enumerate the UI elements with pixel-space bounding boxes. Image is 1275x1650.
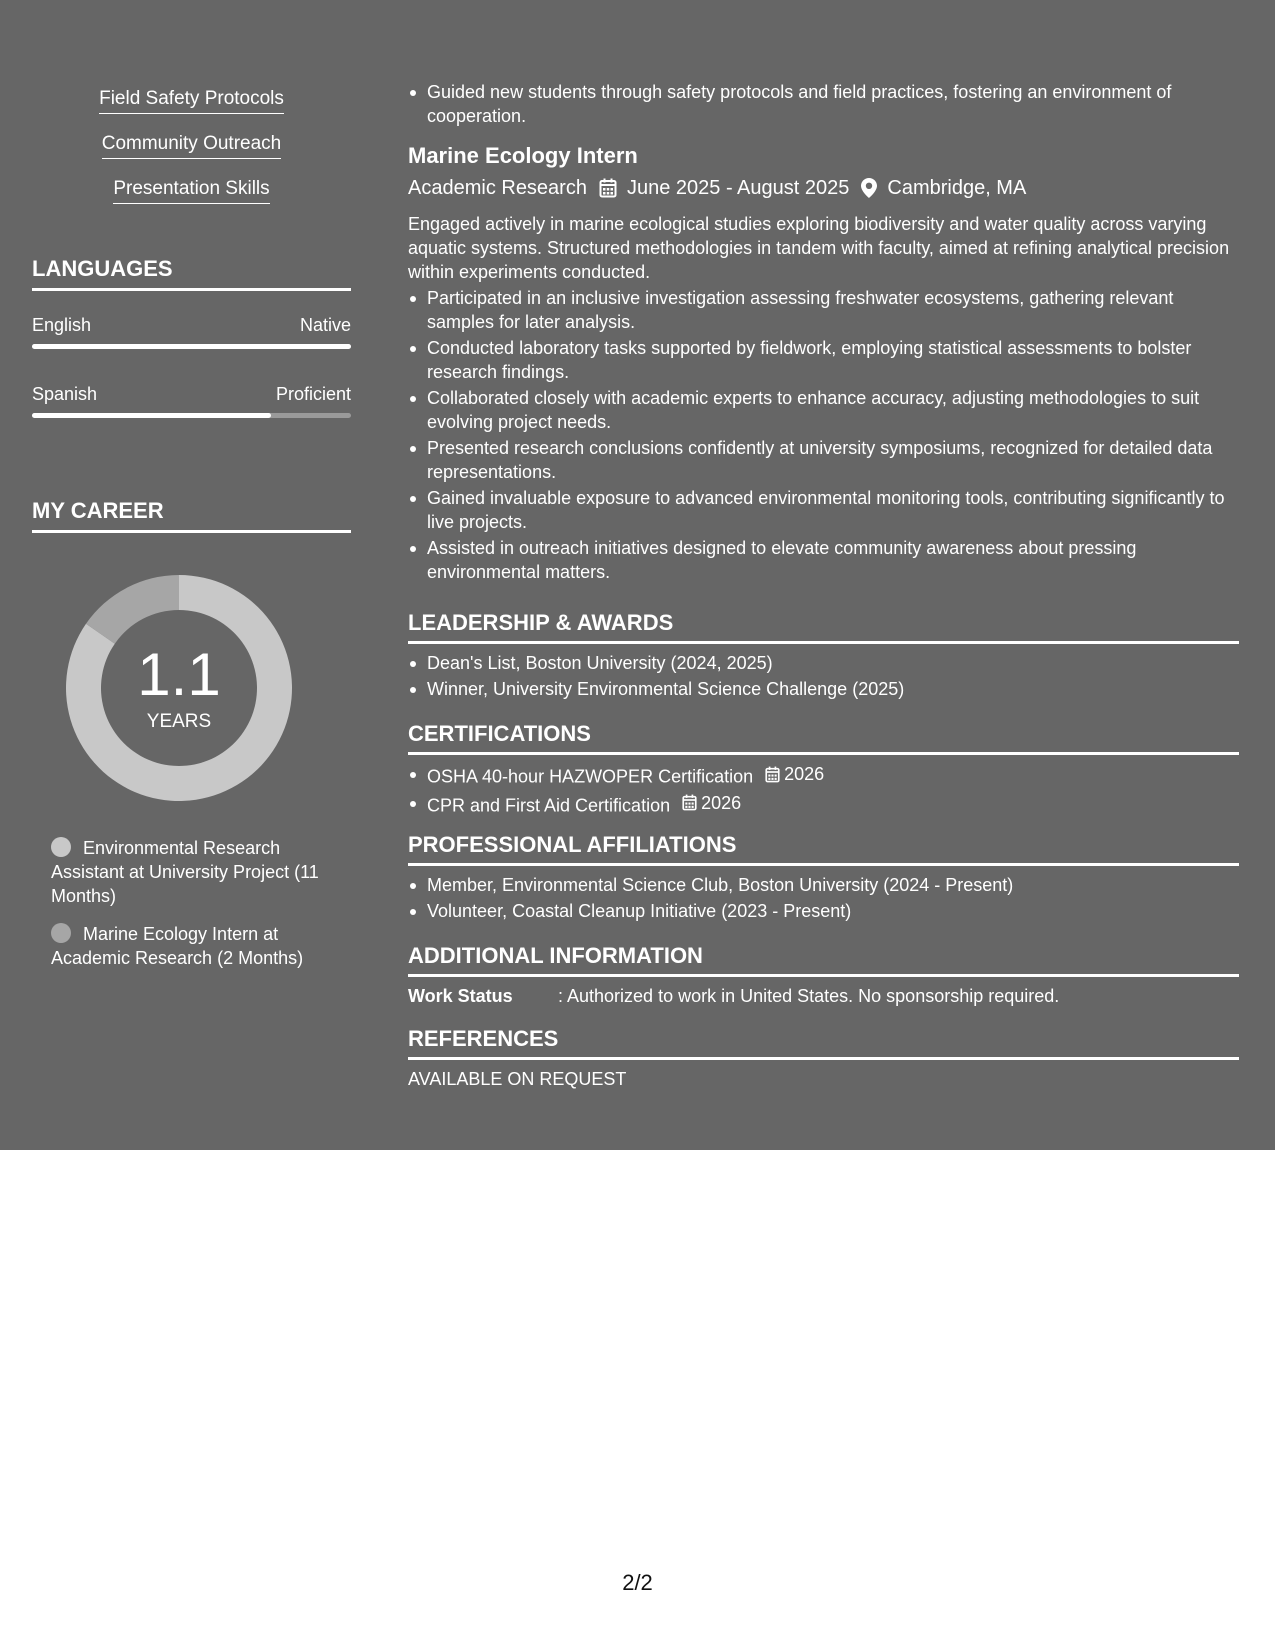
language-proficiency-bar: [32, 413, 351, 418]
career-total-years: 1.1: [137, 641, 221, 708]
certification-name: CPR and First Aid Certification: [427, 795, 671, 815]
calendar-icon: [682, 794, 697, 811]
list-item: Member, Environmental Science Club, Boston University (2024 - Present): [408, 873, 1239, 897]
job-title: Marine Ecology Intern: [408, 143, 638, 168]
legend-dot-icon: [51, 837, 71, 857]
certification-year: 2026: [701, 792, 742, 813]
career-legend-item: [51, 836, 341, 908]
job-dates: June 2025 - August 2025: [626, 177, 850, 199]
languages-heading: LANGUAGES: [32, 256, 351, 291]
list-item: Presented research conclusions confidently at university symposiums, recognized for detailed data representations.: [408, 436, 1239, 484]
certification-name: OSHA 40-hour HAZWOPER Certification: [427, 766, 754, 787]
language-proficiency-bar: [32, 344, 351, 349]
additional-info-heading: ADDITIONAL INFORMATION: [408, 943, 1239, 977]
work-status-label: Work Status: [408, 986, 513, 1006]
affiliations-list: [408, 873, 1239, 925]
page-number: 2/2: [622, 1570, 653, 1595]
skill-label: Presentation Skills: [113, 178, 269, 204]
previous-job-bullets: [408, 80, 1239, 130]
skill-item: [32, 88, 351, 114]
list-item: Collaborated closely with academic experts to enhance accuracy, adjusting methodologies to suit evolving project needs.: [408, 386, 1239, 434]
skill-item: [32, 133, 351, 159]
leadership-heading: LEADERSHIP & AWARDS: [408, 610, 1239, 644]
skill-label: Community Outreach: [102, 133, 282, 159]
career-legend-label: Environmental Research Assistant at University Project (11 Months): [51, 838, 319, 906]
affiliations-heading: PROFESSIONAL AFFILIATIONS: [408, 832, 1239, 866]
language-row: [32, 314, 351, 336]
certification-year: 2026: [784, 764, 825, 784]
list-item: [408, 762, 1239, 789]
location-pin-icon: [861, 178, 877, 198]
job-location: Cambridge, MA: [887, 177, 1027, 199]
work-status-value: : Authorized to work in United States. No sponsorship required.: [558, 986, 1060, 1006]
career-total-unit: YEARS: [146, 711, 212, 732]
language-name: Spanish: [32, 384, 98, 404]
list-item: Assisted in outreach initiatives designed to elevate community awareness about pressing environmental matters.: [408, 536, 1239, 584]
job-bullets: [408, 286, 1239, 586]
job-company: Academic Research: [408, 177, 587, 199]
list-item: Participated in an inclusive investigation assessing freshwater ecosystems, gathering relevant samples for later analysis.: [408, 286, 1239, 334]
skill-item: [32, 178, 351, 204]
legend-dot-icon: [51, 923, 71, 943]
language-proficiency-fill: [32, 413, 271, 418]
references-text: AVAILABLE ON REQUEST: [408, 1069, 627, 1089]
certifications-heading: CERTIFICATIONS: [408, 721, 1239, 755]
job-description: Engaged actively in marine ecological studies exploring biodiversity and water quality across varying aquatic systems. Structured methodologies in tandem with faculty, aimed at refining analytical precision within experiments conducted.: [408, 214, 1230, 282]
career-heading: MY CAREER: [32, 498, 351, 533]
certification-date: [682, 791, 741, 815]
language-name: English: [32, 315, 92, 335]
career-legend-item: [51, 922, 341, 970]
list-item: Conducted laboratory tasks supported by fieldwork, employing statistical assessments to bolster research findings.: [408, 336, 1239, 384]
leadership-list: [408, 651, 1239, 703]
list-item: Dean's List, Boston University (2024, 2025): [408, 651, 1239, 675]
work-status-row: [408, 984, 1239, 1008]
list-item: Winner, University Environmental Science Challenge (2025): [408, 677, 1239, 701]
career-donut-segment: [86, 575, 179, 644]
language-proficiency-fill: [32, 344, 351, 349]
language-level: Proficient: [275, 384, 351, 404]
calendar-icon: [765, 766, 780, 783]
career-legend-label: Marine Ecology Intern at Academic Research (2 Months): [51, 924, 304, 968]
references-heading: REFERENCES: [408, 1026, 1239, 1060]
list-item: Gained invaluable exposure to advanced environmental monitoring tools, contributing significantly to live projects.: [408, 486, 1239, 534]
calendar-icon: [599, 178, 617, 198]
career-donut-chart: [66, 575, 292, 801]
list-item: Volunteer, Coastal Cleanup Initiative (2023 - Present): [408, 899, 1239, 923]
certifications-list: [408, 762, 1239, 819]
language-level: Native: [299, 315, 351, 335]
certification-date: [765, 762, 824, 786]
job-meta: [408, 176, 1026, 200]
list-item: [408, 791, 1239, 818]
skill-label: Field Safety Protocols: [99, 88, 284, 114]
language-row: [32, 383, 351, 405]
list-item: Guided new students through safety protocols and field practices, fostering an environment of cooperation.: [408, 80, 1239, 128]
